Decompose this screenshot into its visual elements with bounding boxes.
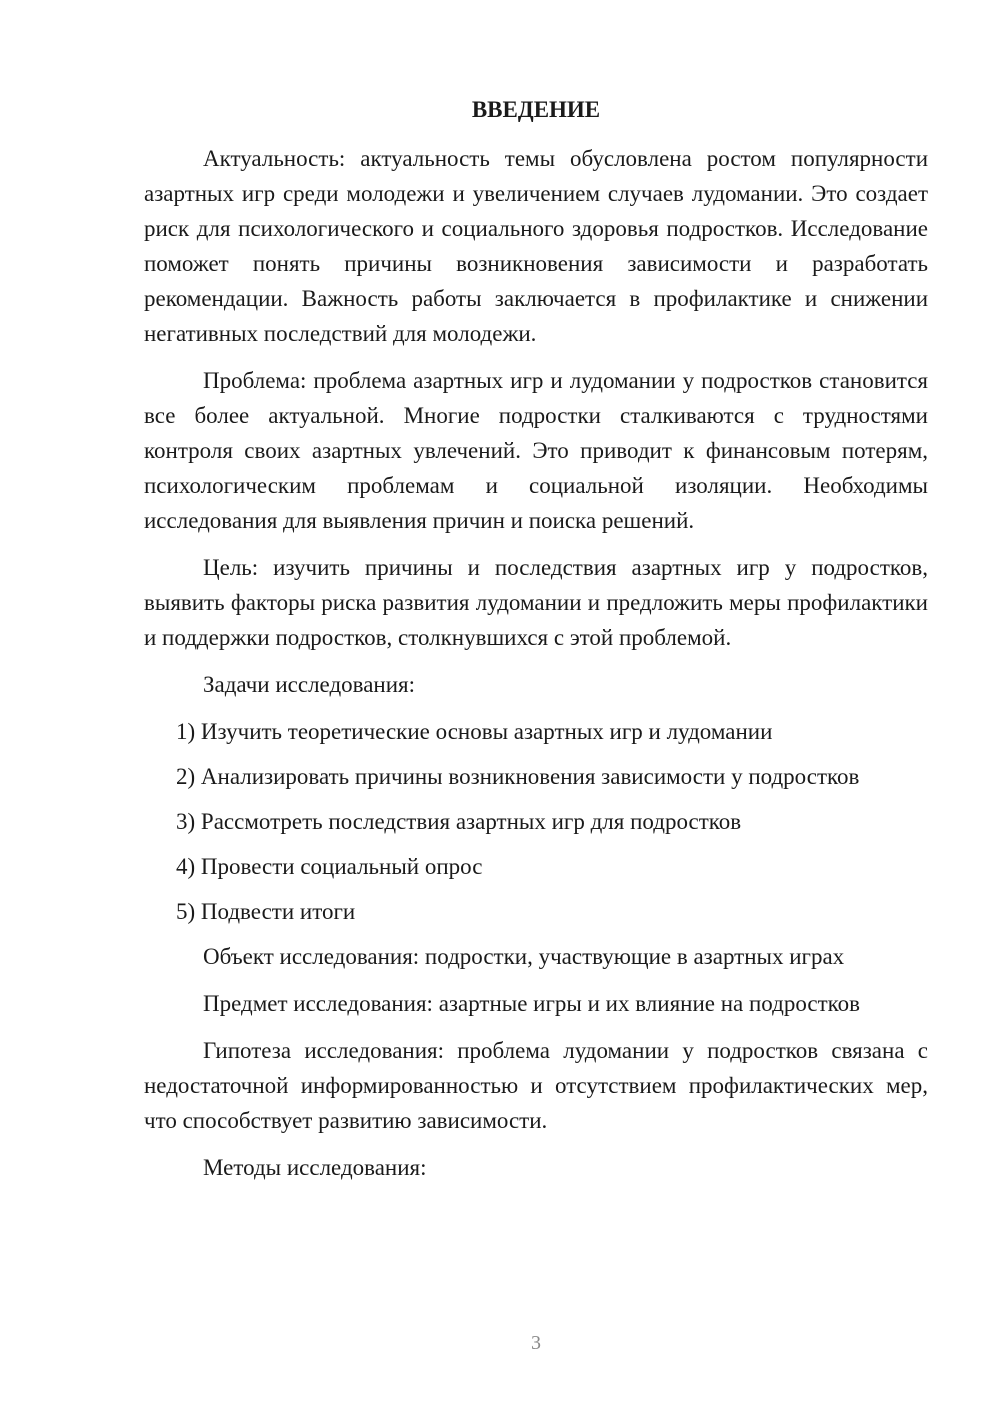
task-item-3: 3) Рассмотреть последствия азартных игр для подростков [176,809,742,834]
task-item-1: 1) Изучить теоретические основы азартных игр и лудомании [176,719,773,744]
object-paragraph: Объект исследования: подростки, участвующие в азартных играх [203,944,845,969]
task-item-4: 4) Провести социальный опрос [176,854,483,879]
tasks-heading: Задачи исследования: [203,672,416,697]
problem-paragraph: Проблема: проблема азартных игр и лудомании у подростков становится все более актуальной. Многие подростки сталкиваются с трудностями контроля своих азартных увлечений. Это приводит к финансовым потерям, психологическим проблемам и социальной изоляции. Необходимы исследования для выявления причин и поиска решений. [144,368,928,533]
methods-heading: Методы исследования: [203,1155,427,1180]
goal-paragraph: Цель: изучить причины и последствия азартных игр у подростков, выявить факторы риска развития лудомании и предложить меры профилактики и поддержки подростков, столкнувшихся с этой проблемой. [144,555,928,650]
relevance-paragraph: Актуальность: актуальность темы обусловлена ростом популярности азартных игр среди молодежи и увеличением случаев лудомании. Это создает риск для психологического и социального здоровья подростков. Исследование поможет понять причины возникновения зависимости и разработать рекомендации. Важность работы заключается в профилактике и снижении негативных последствий для молодежи. [144,146,928,346]
page-number: 3 [531,1332,541,1354]
subject-paragraph: Предмет исследования: азартные игры и их влияние на подростков [203,991,861,1016]
page-content [144,91,928,1197]
tasks-list [144,714,928,929]
task-item-2: 2) Анализировать причины возникновения зависимости у подростков [176,764,860,789]
section-title: ВВЕДЕНИЕ [471,97,601,122]
hypothesis-paragraph: Гипотеза исследования: проблема лудомании у подростков связана с недостаточной информированностью и отсутствием профилактических мер, что способствует развитию зависимости. [144,1038,928,1133]
task-item-5: 5) Подвести итоги [176,899,356,924]
